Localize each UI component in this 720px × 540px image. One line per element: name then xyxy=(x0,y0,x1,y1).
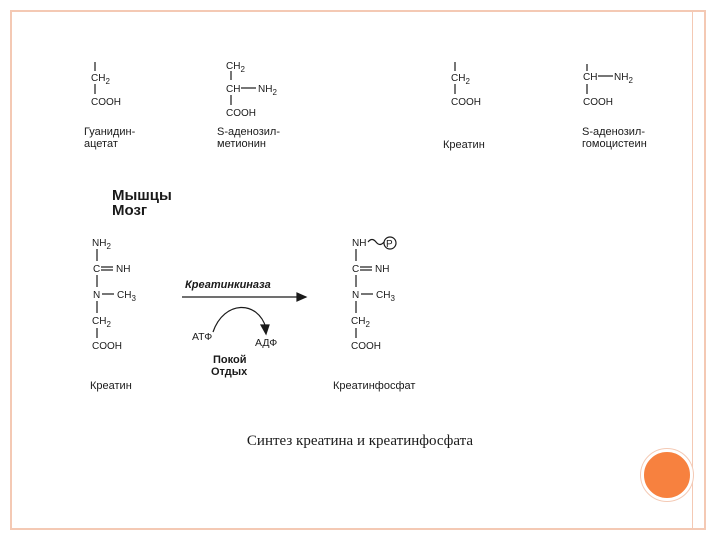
svg-text:CH2: $CH_2$ xyxy=(451,73,470,86)
svg-text:CH: CH xyxy=(226,84,241,95)
svg-text:N: N xyxy=(352,290,360,301)
svg-text:COOH: COOH xyxy=(226,108,256,119)
svg-text:COOH: COOH xyxy=(351,341,381,352)
svg-text:COOH: COOH xyxy=(92,341,122,352)
svg-text:CH2: $CH_2$ xyxy=(351,316,370,329)
svg-text:COOH: COOH xyxy=(451,97,481,108)
reagent-atp: АТФ xyxy=(192,331,213,343)
svg-text:NH: NH xyxy=(116,264,131,275)
svg-text:COOH: COOH xyxy=(91,97,121,108)
molecule-creatine-phosphate xyxy=(351,237,396,352)
svg-text:NH: NH xyxy=(352,238,367,249)
svg-text:NH2: $NH_2$ xyxy=(258,84,277,97)
label-s-adenosylhomocysteine: S-аденозил- гомоцистеин xyxy=(582,126,647,150)
figure-caption: Синтез креатина и креатинфосфата xyxy=(246,433,474,449)
enzyme-creatine-kinase: Креатинкиназа xyxy=(185,279,271,291)
svg-text:N: N xyxy=(93,290,101,301)
molecule-s-adenosylmethionine xyxy=(226,61,277,119)
svg-text:NH2: $NH_2$ xyxy=(92,238,111,251)
svg-text:COOH: COOH xyxy=(583,97,613,108)
label-creatine-bottom: Креатин xyxy=(90,380,132,392)
svg-text:NH: NH xyxy=(375,264,390,275)
state-relax: Отдых xyxy=(211,366,248,378)
svg-text:CH2: $CH_2$ xyxy=(92,316,111,329)
tissue-brain: Мозг xyxy=(112,202,148,219)
molecule-s-adenosylhomocysteine xyxy=(583,64,633,108)
label-guanidinoacetate: Гуанидин- ацетат xyxy=(84,126,136,150)
molecule-creatine-bottom xyxy=(92,238,136,352)
molecule-guanidinoacetate xyxy=(91,62,121,108)
svg-text:NH2: $NH_2$ xyxy=(614,72,633,85)
svg-text:C: C xyxy=(93,264,101,275)
svg-text:CH2: $CH_2$ xyxy=(226,61,245,74)
svg-text:CH2: $CH_2$ xyxy=(91,73,110,86)
label-s-adenosylmethionine: S-аденозил- метионин xyxy=(217,126,280,150)
label-creatine-top: Креатин xyxy=(443,139,485,151)
svg-text:C: C xyxy=(352,264,360,275)
svg-text:CH3: $CH_3$ xyxy=(117,290,136,303)
svg-text:CH3: $CH_3$ xyxy=(376,290,395,303)
reaction-arrows xyxy=(182,293,306,334)
label-creatine-phosphate: Креатинфосфат xyxy=(333,380,416,392)
svg-text:P: P xyxy=(386,239,393,250)
svg-text:CH: CH xyxy=(583,72,598,83)
molecule-creatine-top xyxy=(451,62,481,108)
tissue-muscles: Мышцы xyxy=(112,187,172,204)
product-adp: АДФ xyxy=(255,337,278,349)
state-rest: Покой xyxy=(213,354,247,366)
